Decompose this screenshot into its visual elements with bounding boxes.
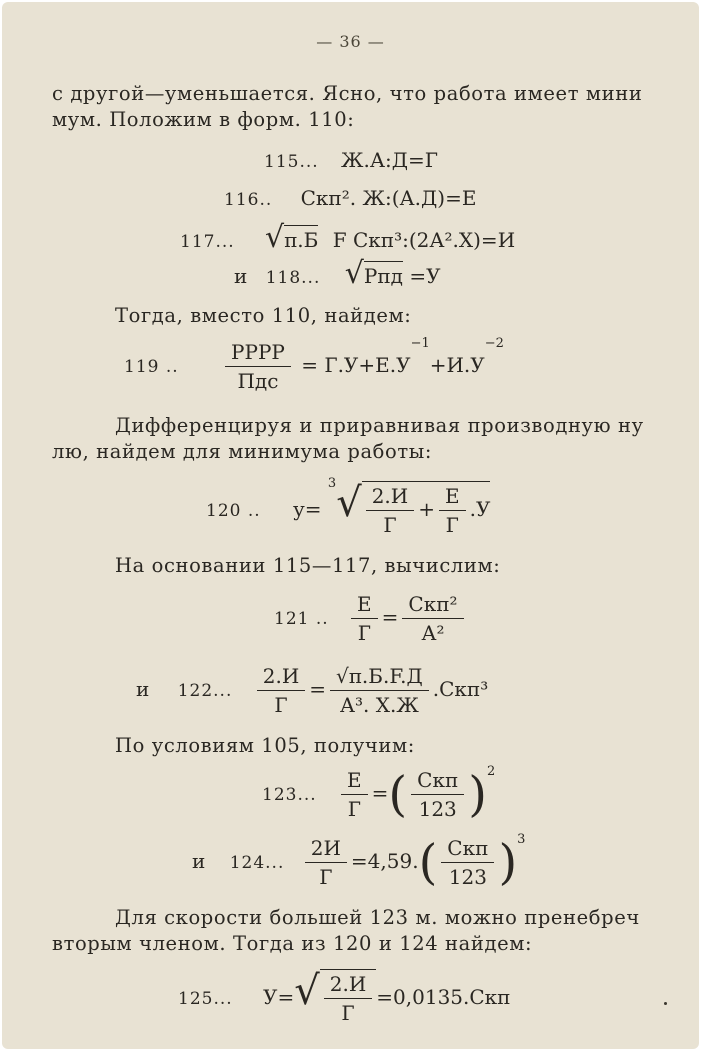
formula-number: 117... [180,232,235,252]
fraction [366,484,415,537]
radical-sign: √ [265,220,285,255]
formula-expression: = Г.У+Е.У [301,353,411,377]
formula-expression: =0,0135.Скп [376,985,511,1009]
denominator: Г [357,621,371,645]
fraction [305,836,347,889]
formula-expression: Ж.А:Д=Г [341,148,439,172]
radicand [320,969,377,1025]
equals-sign: = [309,677,327,701]
exponent: 2 [487,764,496,779]
fraction [225,340,291,393]
numerator: Е [439,484,466,511]
formula-number: 123... [262,785,317,805]
fraction [439,484,466,537]
fraction [411,768,464,821]
formula-lhs: У= [263,985,295,1009]
formula-120 [206,476,491,537]
formula-number: 120 .. [206,501,261,521]
numerator: Скп [411,768,464,795]
radical-sign: √ [344,256,364,291]
formula-number: 125... [178,989,233,1009]
formula-tail: .Скп³ [432,677,489,701]
radicand: Рпд [364,261,403,288]
formula-117 [180,220,515,255]
denominator: Г [341,1001,355,1025]
formula-number: 121 .. [274,609,329,629]
denominator: А² [421,621,445,645]
formula-number: 122... [177,681,233,701]
formula-125 [178,968,511,1025]
fraction [324,972,373,1025]
formula-expression: F Скп³:(2А².Х)=И [332,228,516,252]
numerator: Скп [441,836,494,863]
text-line-8: Для скорости большей 123 м. можно пренебреч [115,906,640,929]
numerator: РРРР [225,340,291,367]
exponent: −2 [484,336,504,351]
text-line-2: мум. Положим в форм. 110: [52,108,355,131]
formula-tail: .У [469,497,491,521]
numerator: √π.Б.F.Д [330,664,429,691]
formula-expression: =4,59. [350,849,419,873]
text-line-5: лю, найдем для минимума работы: [52,440,433,463]
radicand [362,481,491,537]
left-paren: ( [388,766,408,823]
text-line-6: На основании 115—117, вычислим: [115,554,501,577]
formula-expression-2: +И.У [429,353,485,377]
formula-123 [262,764,496,823]
text-line-9: вторым членом. Тогда из 120 и 124 найдем: [52,932,533,955]
formula-number: 118... [265,268,321,288]
text-line-7: По условиям 105, получим: [115,734,415,757]
text-line-4: Дифференцируя и приравнивая производную ну [115,414,644,437]
numerator: Е [341,768,368,795]
denominator: Пдс [237,369,279,393]
formula-number: 115... [264,152,319,172]
denominator: Г [319,865,333,889]
denominator: Г [274,693,288,717]
right-paren: ) [498,834,518,891]
exponent: 3 [517,832,526,847]
root-index: 3 [327,476,337,491]
formula-expression: =У [409,264,441,288]
conjunction: и [136,677,150,701]
formula-121 [274,592,468,645]
formula-122 [136,664,488,717]
fraction [341,768,368,821]
formula-115 [264,148,438,172]
denominator: 123 [448,865,487,889]
numerator: Е [351,592,378,619]
paper-speck [664,1002,667,1005]
formula-124 [192,832,526,891]
numerator: 2.И [257,664,306,691]
denominator: А³. Х.Ж [339,693,419,717]
formula-116 [224,186,476,210]
text-line-1: с другой—уменьшается. Ясно, что работа имеет мини [52,82,643,105]
denominator: Г [347,797,361,821]
equals-sign: = [381,605,399,629]
book-page [2,2,699,1049]
formula-lhs: у= [293,497,322,521]
radical-sign: √ [294,968,320,1014]
formula-number: 119 .. [124,357,179,377]
numerator: 2.И [366,484,415,511]
formula-number: 124... [229,853,285,873]
denominator: 123 [418,797,457,821]
numerator: Скп² [402,592,463,619]
fraction [330,664,429,717]
exponent: −1 [410,336,430,351]
left-paren: ( [418,834,438,891]
fraction [441,836,494,889]
formula-119 [124,336,504,393]
radicand: π.Б [284,225,318,252]
radical-sign: √ [336,480,362,526]
fraction [351,592,378,645]
conjunction: и [234,264,248,288]
right-paren: ) [468,766,488,823]
fraction [257,664,306,717]
fraction [402,592,463,645]
denominator: Г [445,513,459,537]
formula-expression: Скп². Ж:(А.Д)=Е [300,186,477,210]
numerator: 2.И [324,972,373,999]
denominator: Г [383,513,397,537]
plus-sign: + [418,497,435,521]
conjunction: и [192,849,206,873]
text-line-3: Тогда, вместо 110, найдем: [115,304,412,327]
formula-number: 116.. [224,190,273,210]
formula-118 [234,256,441,291]
numerator: 2И [305,836,347,863]
equals-sign: = [371,781,389,805]
page-number: — 36 — [316,32,385,51]
